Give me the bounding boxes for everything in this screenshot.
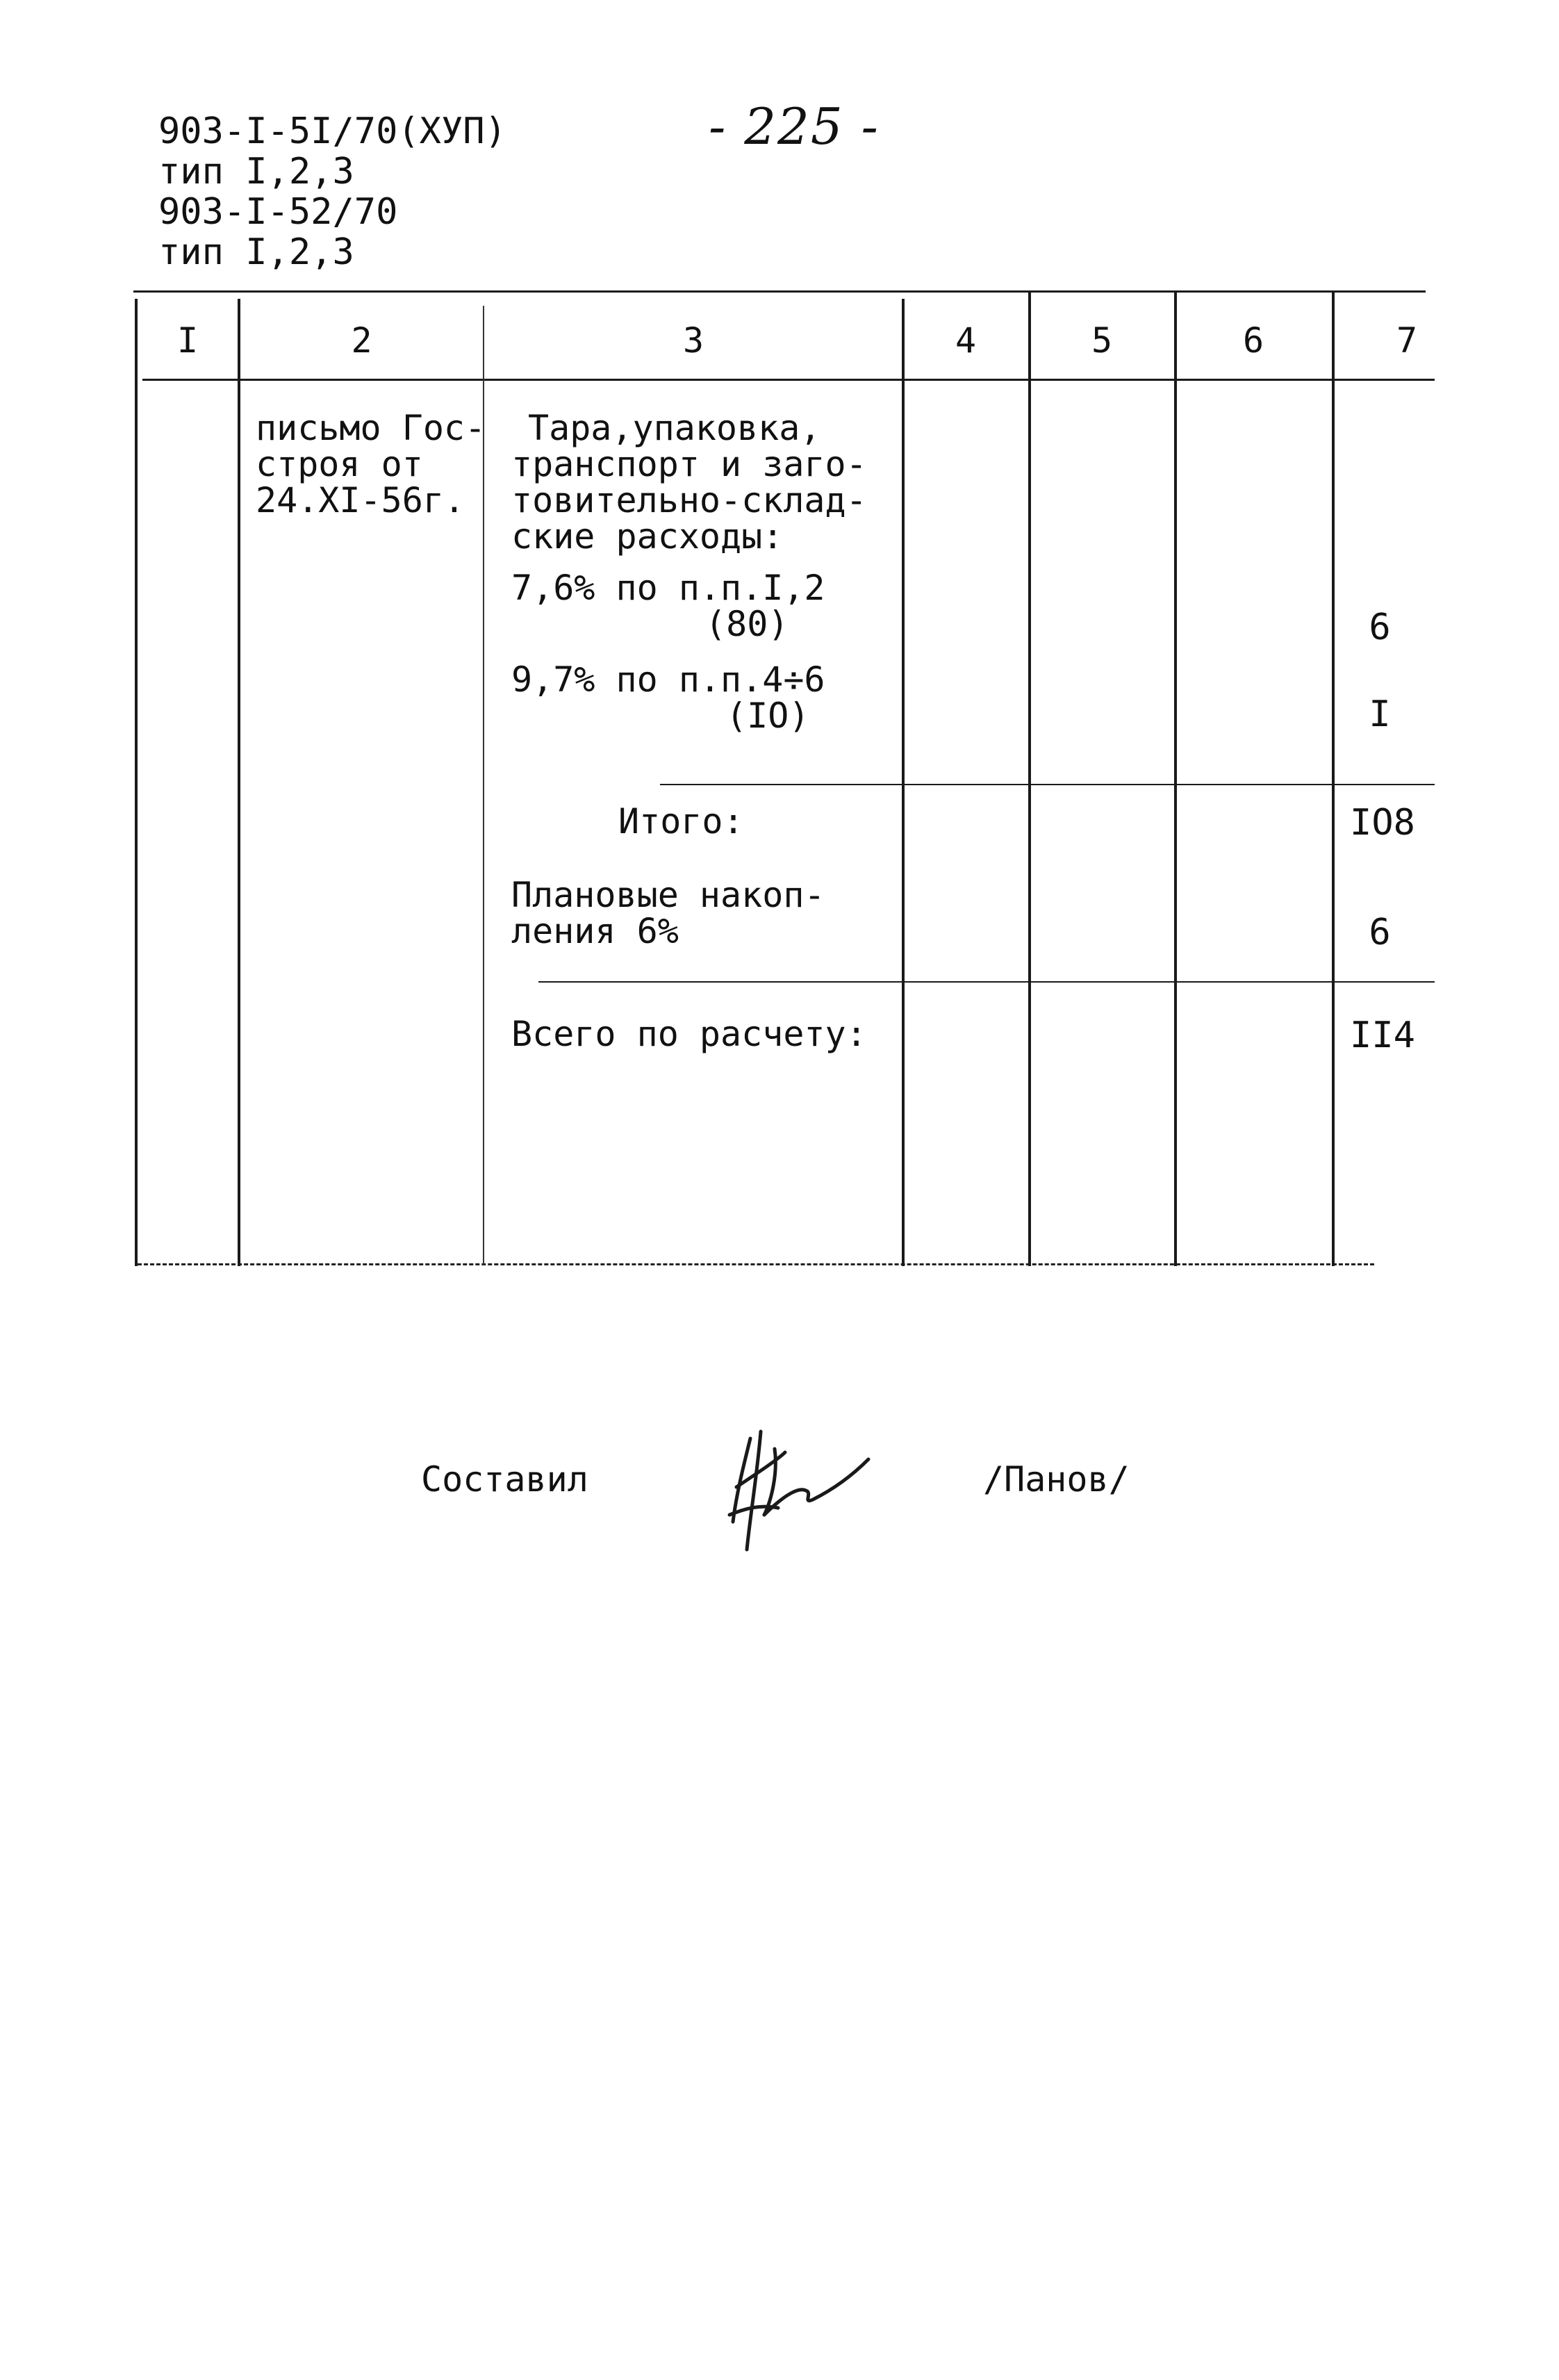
document-type-line-1: тип I,2,3 [158, 151, 354, 192]
column-number-6: 6 [1242, 320, 1264, 361]
compiled-by-label: Составил [421, 1459, 588, 1500]
column-number-3: 3 [682, 320, 704, 361]
col7-rate-2-value: I [1369, 694, 1391, 735]
source-line-2: строя от [256, 444, 423, 484]
table-header-divider [142, 379, 1435, 381]
column-number-5: 5 [1091, 320, 1113, 361]
document-code-line-2: 903-I-52/70 [158, 191, 398, 233]
col7-itogo-value: IO8 [1350, 802, 1415, 844]
column-number-2: 2 [351, 320, 372, 361]
description-line-1: Тара,упаковка, [528, 408, 821, 448]
column-number-1: I [176, 320, 199, 361]
col7-total-value: II4 [1350, 1015, 1415, 1056]
column-divider-1-2 [238, 299, 240, 1266]
total-separator [538, 981, 1435, 983]
rate-1-line: 7,6% по п.п.I,2 [511, 568, 825, 608]
description-line-3: товительно-склад- [511, 480, 867, 520]
rate-2-line: 9,7% по п.п.4÷6 [511, 659, 825, 700]
column-divider-5-6 [1174, 292, 1177, 1266]
column-number-7: 7 [1396, 320, 1418, 361]
rate-2-paren: (IO) [726, 696, 810, 736]
description-line-4: ские расходы: [511, 516, 784, 557]
document-code-line-1: 903-I-5I/70(ХУП) [158, 110, 506, 152]
total-label: Всего по расчету: [511, 1014, 867, 1054]
description-line-2: транспорт и заго- [511, 444, 867, 484]
signature-image [709, 1411, 889, 1564]
source-line-3: 24.XI-56г. [256, 480, 465, 520]
column-divider-2-3 [483, 306, 484, 1265]
source-line-1: письмо Гос- [256, 408, 486, 448]
itogo-label: Итого: [618, 801, 744, 842]
table-top-border [133, 290, 1426, 293]
planned-line-2: ления 6% [511, 911, 679, 951]
col7-rate-1-value: 6 [1369, 607, 1391, 648]
col7-planned-value: 6 [1369, 912, 1391, 953]
table-bottom-border [138, 1263, 1374, 1265]
subtotal-separator [660, 784, 1435, 785]
column-number-4: 4 [955, 320, 977, 361]
column-divider-6-7 [1332, 292, 1335, 1266]
column-divider-4-5 [1028, 292, 1031, 1266]
page-number: - 225 - [709, 97, 880, 156]
column-divider-3-4 [902, 299, 905, 1266]
table-left-border [135, 299, 138, 1266]
document-type-line-2: тип I,2,3 [158, 231, 354, 273]
planned-line-1: Плановые накоп- [511, 875, 825, 915]
rate-1-paren: (80) [705, 604, 789, 644]
compiler-name: /Панов/ [983, 1459, 1130, 1500]
